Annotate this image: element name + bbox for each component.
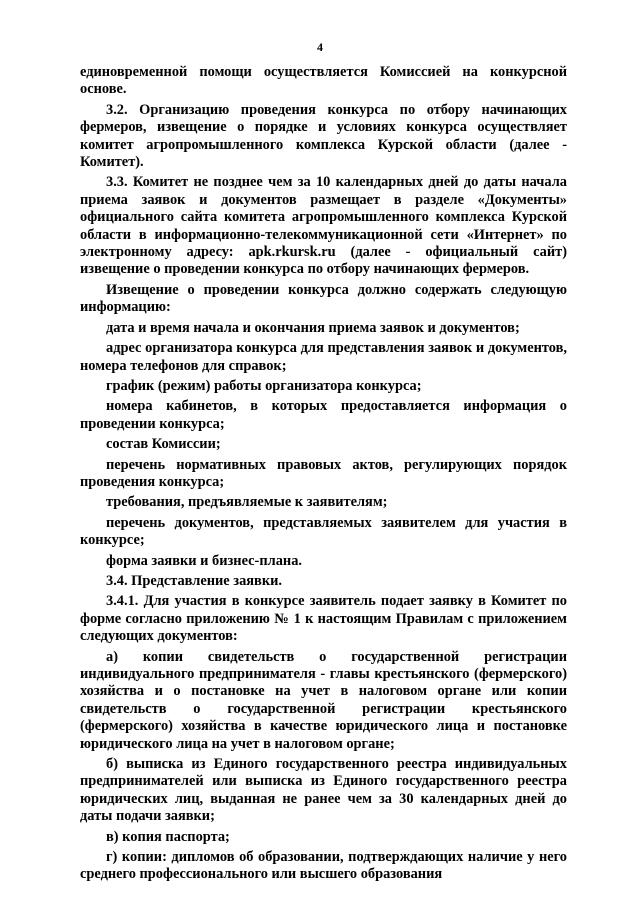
list-item-requirements: требования, предъявляемые к заявителям; bbox=[106, 494, 388, 511]
list-item-forms: форма заявки и бизнес-плана. bbox=[106, 552, 302, 569]
paragraph-3-4-1: 3.4.1. Для участия в конкурсе заявитель подает заявку в Комитет по форме согласно приложению № 1 к настоящим Правилам с приложением следующих документов: bbox=[80, 593, 567, 645]
document-body bbox=[80, 64, 567, 884]
list-item-address: адрес организатора конкурса для представления заявок и документов, номера телефонов для справок; bbox=[80, 340, 567, 374]
page-number: 4 bbox=[317, 40, 323, 54]
list-item-documents: перечень документов, представляемых заявителем для участия в конкурсе; bbox=[80, 514, 567, 549]
list-item-commission: состав Комиссии; bbox=[106, 436, 221, 453]
doc-item-a: а) копии свидетельств о государственной регистрации индивидуального предпринимателя - главы крестьянского (фермерского) хозяйства и о постановке на учет в налоговом органе или копии свидетельств о государственной регистрации крестьянского (фермерского) хозяйства в качестве юридического лица и постановке юридического лица на учет в налоговом органе; bbox=[80, 648, 567, 752]
paragraph-notice-content: Извещение о проведении конкурса должно содержать следующую информацию: bbox=[80, 281, 567, 316]
paragraph-intro-continuation: единовременной помощи осуществляется Комиссией на конкурсной основе. bbox=[80, 64, 567, 98]
list-item-schedule: график (режим) работы организатора конкурса; bbox=[106, 377, 422, 394]
paragraph-3-4: 3.4. Представление заявки. bbox=[106, 572, 283, 589]
paragraph-3-2: 3.2. Организацию проведения конкурса по отбору начинающих фермеров, извещение о порядке и условиях конкурса осуществляет комитет агропромышленного комплекса Курской области (далее - Комитет). bbox=[80, 101, 567, 171]
doc-item-b: б) выписка из Единого государственного реестра индивидуальных предпринимателей или выписка из Единого государственного реестра юридических лиц, выданная не ранее чем за 30 календарных дней до даты подачи заявки; bbox=[80, 756, 567, 825]
list-item-legal-acts: перечень нормативных правовых актов, регулирующих порядок проведения конкурса; bbox=[80, 456, 567, 490]
doc-item-g: г) копии: дипломов об образовании, подтверждающих наличие у него среднего профессионального или высшего образования bbox=[80, 849, 567, 883]
list-item-rooms: номера кабинетов, в которых предоставляется информация о проведении конкурса; bbox=[80, 398, 567, 432]
paragraph-3-3: 3.3. Комитет не позднее чем за 10 календарных дней до даты начала приема заявок и документов размещает в разделе «Документы» официального сайта комитета агропромышленного комплекса Курской области в информационно-телекоммуникационной сети «Интернет» по электронному адресу: apk.rkursk.ru (далее - официальный сайт) извещение о проведении конкурса по отбору начинающих фермеров. bbox=[80, 174, 567, 278]
doc-item-v: в) копия паспорта; bbox=[106, 828, 230, 845]
list-item-dates: дата и время начала и окончания приема заявок и документов; bbox=[106, 319, 520, 336]
